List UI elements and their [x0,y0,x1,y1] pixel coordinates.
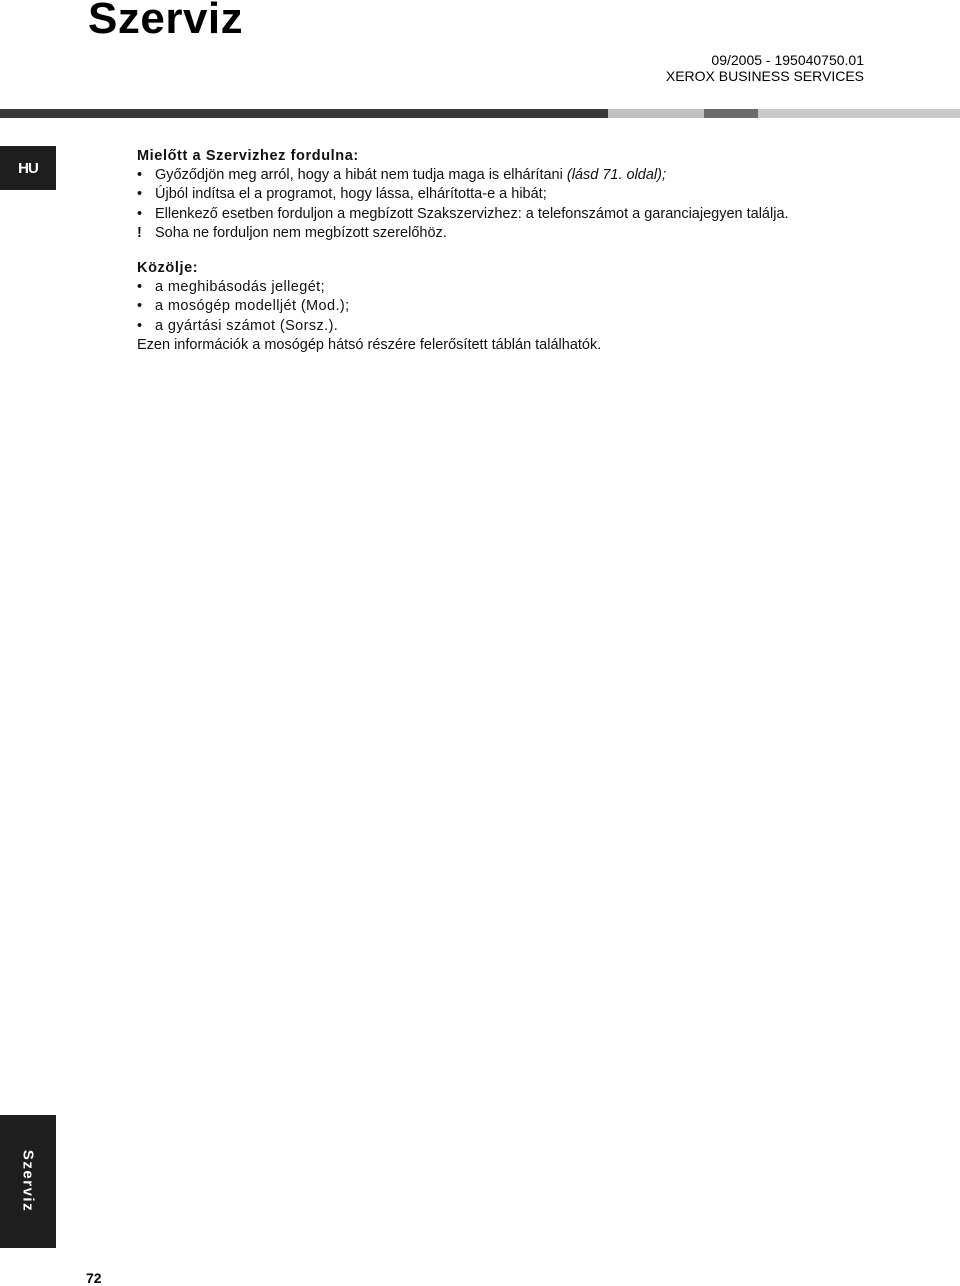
header-rule [0,109,960,118]
list-item-text: Újból indítsa el a programot, hogy lássa, elhárította-e a hibát; [155,186,547,203]
list-item [137,317,937,336]
page-title: Szerviz [88,0,244,43]
page-reference: (lásd 71. oldal); [566,167,667,184]
doc-ref-company: XEROX BUSINESS SERVICES [665,68,864,84]
info-note: Ezen információk a mosógép hátsó részére felerősített táblán találhatók. [137,336,602,353]
warning-text: Soha ne forduljon nem megbízott szerelőhöz. [155,224,447,241]
language-tab [0,146,56,190]
bullet-icon: • [137,298,143,315]
side-tab-label: Szerviz [19,1149,37,1213]
section-heading-before-service: Mielőtt a Szervizhez fordulna: [137,148,359,164]
bullet-icon: • [137,186,143,203]
bullet-icon: • [137,205,143,222]
list-item [137,297,937,316]
header-rule-segment [758,109,960,118]
list-item-text: a gyártási számot (Sorsz.). [155,317,339,334]
header-rule-segment [704,109,758,118]
bullet-icon: • [137,317,143,334]
header-rule-segment [608,109,704,118]
doc-ref-code: 09/2005 - 195040750.01 [711,52,864,68]
list-item-text: a mosógép modelljét (Mod.); [155,298,350,315]
page-number: 72 [86,1270,102,1286]
header-rule-segment [0,109,608,118]
list-item-text: a meghibásodás jellegét; [155,279,326,296]
warning-icon: ! [137,224,142,241]
list-item [137,185,937,204]
list-item [137,278,937,297]
warning-line [137,224,937,243]
bullet-icon: • [137,167,143,184]
list-item [137,166,937,185]
list-item-text: Ellenkező esetben forduljon a megbízott Szakszervizhez: a telefonszámot a garanciajegyen találja. [155,205,789,222]
main-content [137,147,937,355]
side-section-tab [0,1115,56,1248]
list-item-text: Győződjön meg arról, hogy a hibát nem tudja maga is elhárítani [155,167,567,184]
document-reference [666,52,864,84]
language-code: HU [18,159,38,177]
bullet-icon: • [137,279,143,296]
section-heading-provide-info: Közölje: [137,260,199,277]
list-item [137,205,937,224]
